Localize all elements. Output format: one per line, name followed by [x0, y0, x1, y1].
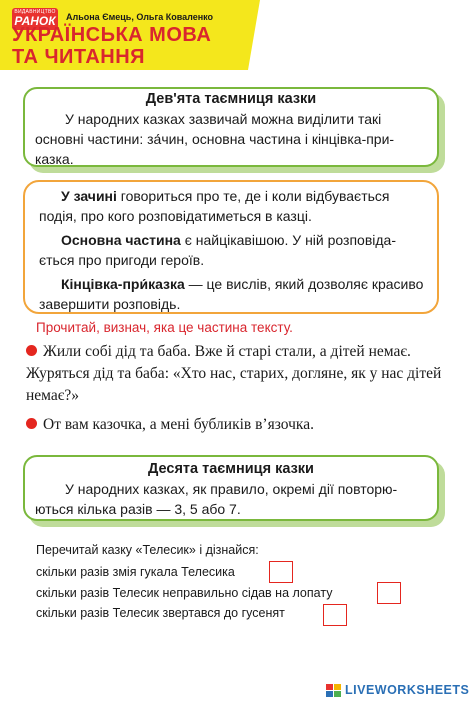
main-part-term: Основна частина [61, 232, 181, 248]
red-dot-icon [26, 345, 37, 356]
liveworksheets-brand: LIVEWORKSHEETS [345, 683, 470, 697]
main-part-paragraph [39, 230, 425, 270]
red-dot-icon [26, 418, 37, 429]
header-bar-tail [248, 0, 260, 70]
ninth-secret-title: Дев'ята таємниця казки [145, 91, 317, 107]
ninth-secret-box [23, 87, 439, 167]
answer-box-2[interactable] [377, 582, 401, 604]
book-header [0, 0, 474, 70]
tenth-secret-box [23, 455, 439, 521]
ending-description: — це вислів, який дозволяє красиво завершити розповідь. [39, 276, 424, 312]
question-2: скільки разів Телесик неправильно сідав на лопату [36, 586, 333, 600]
tale-excerpt-1-text: Жили собі дід та баба. Вже й старі стали, а дітей немає. Журяться дід та баба: «Хто нас, старих, догляне, як у нас дітей немає?» [26, 343, 442, 404]
task-lead: Перечитай казку «Телесик» і дізнайся: [36, 543, 259, 557]
authors: Альона Ємець, Ольга Коваленко [66, 12, 214, 22]
tale-excerpt-1 [26, 341, 446, 407]
book-title-line-1: УКРАЇНСЬКА МОВА [12, 24, 212, 46]
answer-box-3[interactable] [323, 604, 347, 626]
opening-term: У зачині [61, 188, 117, 204]
tale-parts-box [23, 180, 439, 314]
tale-excerpt-2-text: От вам казочка, а мені бубликів в’язочка. [43, 416, 314, 433]
publisher-logo-top: ВИДАВНИЦТВО [14, 9, 56, 15]
question-3: скільки разів Телесик звертався до гусенят [36, 606, 285, 620]
publisher-logo-name: РАНОК [14, 14, 56, 28]
tenth-secret-text: У народних казках, як правило, окремі дії повторюються кілька разів — 3, 5 або 7. [35, 481, 398, 517]
ending-term: Кінцівка-при́казка [61, 276, 185, 292]
opening-paragraph [39, 186, 425, 226]
main-part-description: є найцікавішою. У ній розповідається про пригоди героїв. [39, 232, 396, 268]
book-title-line-2: ТА ЧИТАННЯ [12, 46, 146, 68]
opening-description: говориться про те, де і коли відбувається подія, про кого розповідатиметься в казці. [39, 188, 390, 224]
answer-box-1[interactable] [269, 561, 293, 583]
liveworksheets-logo-icon [326, 684, 342, 698]
ending-paragraph [39, 274, 425, 314]
tale-excerpt-2 [26, 414, 446, 436]
ninth-secret-text: У народних казках зазвичай можна виділити такі основні частини: за́чин, основна частина і кінцівка-приказка. [35, 111, 395, 167]
instruction-text: Прочитай, визнач, яка це частина тексту. [36, 320, 293, 335]
tenth-secret-title: Десята таємниця казки [148, 461, 314, 477]
question-1: скільки разів змія гукала Телесика [36, 565, 235, 579]
